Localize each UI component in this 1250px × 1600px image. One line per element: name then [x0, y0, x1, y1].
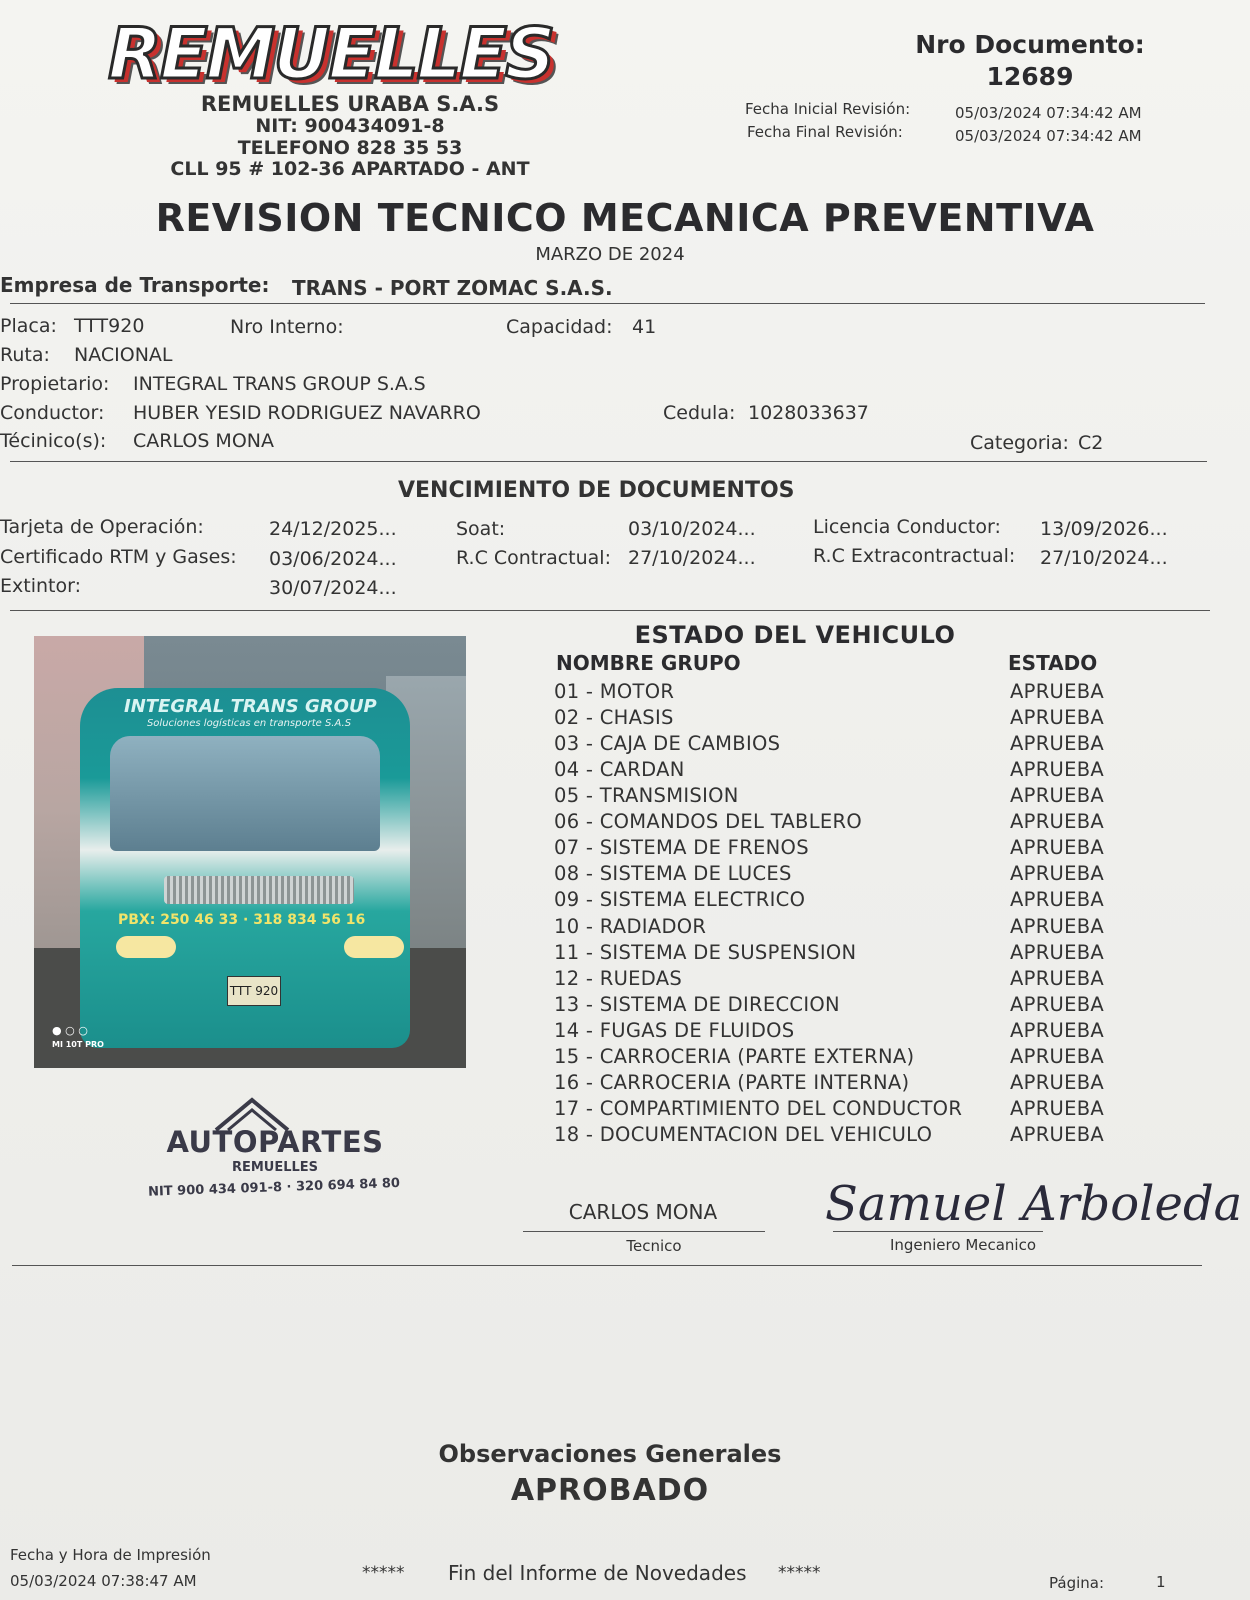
conductor-value: HUBER YESID RODRIGUEZ NAVARRO: [133, 402, 481, 424]
fecha-final-label: Fecha Final Revisión:: [747, 123, 903, 141]
rtm-label: Certificado RTM y Gases:: [0, 546, 237, 568]
extintor-label: Extintor:: [0, 575, 81, 597]
tarjeta-value: 24/12/2025...: [269, 518, 397, 540]
capacidad-label: Capacidad:: [506, 316, 613, 338]
company-address: CLL 95 # 102-36 APARTADO - ANT: [170, 158, 530, 180]
observaciones-value: APROBADO: [510, 1473, 710, 1508]
col-nombre-grupo: NOMBRE GRUPO: [556, 651, 741, 675]
estado-row-name: 13 - SISTEMA DE DIRECCION: [554, 992, 840, 1016]
doc-number-label: Nro Documento:: [915, 30, 1145, 59]
tecnico-role: Tecnico: [626, 1237, 682, 1255]
observaciones-title: Observaciones Generales: [438, 1440, 782, 1468]
print-date-value: 05/03/2024 07:38:47 AM: [10, 1572, 197, 1590]
estado-row-status: APRUEBA: [1010, 1070, 1105, 1094]
page-number: 1: [1156, 1573, 1166, 1591]
doc-number: 12689: [986, 62, 1074, 91]
estado-row-status: APRUEBA: [1010, 784, 1105, 808]
extintor-value: 30/07/2024...: [269, 577, 397, 599]
col-estado: ESTADO: [1008, 651, 1098, 675]
carousel-dots-icon: ● ○ ○: [52, 1024, 88, 1037]
estado-row-status: APRUEBA: [1010, 706, 1105, 729]
estado-row-name: 14 - FUGAS DE FLUIDOS: [554, 1018, 795, 1042]
photo-banner-sub: Soluciones logísticas en transporte S.A.S: [146, 718, 352, 729]
estado-row-name: 05 - TRANSMISION: [554, 784, 739, 808]
estado-row-status: APRUEBA: [1010, 914, 1105, 938]
estado-row-name: 06 - COMANDOS DEL TABLERO: [554, 810, 862, 834]
capacidad-value: 41: [632, 316, 657, 338]
photo-plate: TTT 920: [227, 976, 281, 1006]
estado-row-status: APRUEBA: [1010, 1018, 1105, 1042]
estado-row-name: 15 - CARROCERIA (PARTE EXTERNA): [554, 1044, 915, 1068]
end-stars-left: *****: [362, 1563, 405, 1583]
estado-row-name: 03 - CAJA DE CAMBIOS: [554, 732, 781, 756]
signature-line: [833, 1231, 1043, 1232]
rtm-value: 03/06/2024...: [269, 548, 397, 570]
stamp-nit: NIT 900 434 091-8 · 320 694 84 80: [147, 1175, 401, 1200]
vehicle-photo: [34, 636, 466, 1068]
estado-row-status: APRUEBA: [1010, 966, 1105, 990]
soat-value: 03/10/2024...: [628, 518, 756, 540]
fecha-inicial-label: Fecha Inicial Revisión:: [745, 100, 911, 118]
estado-row-status: APRUEBA: [1010, 992, 1105, 1016]
estado-row-status: APRUEBA: [1010, 1122, 1105, 1146]
propietario-value: INTEGRAL TRANS GROUP S.A.S: [133, 373, 426, 395]
estado-row-status: APRUEBA: [1010, 888, 1105, 912]
categoria-label: Categoria:: [970, 432, 1069, 454]
photo-phone: PBX: 250 46 33 · 318 834 56 16: [118, 912, 366, 928]
categoria-value: C2: [1078, 432, 1104, 454]
tecnico-signature-name: CARLOS MONA: [568, 1200, 718, 1224]
licencia-label: Licencia Conductor:: [813, 516, 1001, 538]
estado-row-status: APRUEBA: [1010, 1096, 1105, 1120]
empresa-value: TRANS - PORT ZOMAC S.A.S.: [292, 276, 613, 300]
fecha-final-value: 05/03/2024 07:34:42 AM: [955, 127, 1142, 145]
estado-row-name: 09 - SISTEMA ELECTRICO: [554, 888, 806, 912]
tarjeta-label: Tarjeta de Operación:: [0, 516, 204, 538]
company-phone: TELEFONO 828 35 53: [237, 137, 463, 159]
divider: [10, 610, 1210, 611]
estado-row-name: 04 - CARDAN: [554, 758, 685, 782]
estado-row-name: 02 - CHASIS: [554, 706, 674, 729]
ruta-value: NACIONAL: [74, 344, 173, 366]
stamp-title: AUTOPARTES: [166, 1125, 384, 1159]
estado-row-name: 10 - RADIADOR: [554, 914, 707, 938]
cedula-value: 1028033637: [748, 402, 869, 424]
company-nit: NIT: 900434091-8: [255, 115, 445, 137]
estado-row-name: 07 - SISTEMA DE FRENOS: [554, 836, 809, 860]
estado-row-status: APRUEBA: [1010, 940, 1105, 964]
end-stars-right: *****: [778, 1563, 821, 1583]
estado-row-name: 16 - CARROCERIA (PARTE INTERNA): [554, 1070, 910, 1094]
estado-row-name: 01 - MOTOR: [554, 680, 675, 703]
divider: [12, 1265, 1202, 1266]
licencia-value: 13/09/2026...: [1040, 518, 1168, 540]
stamp-subtitle: REMUELLES: [231, 1160, 319, 1175]
divider: [10, 461, 1207, 462]
ingeniero-signature: [825, 1168, 1243, 1238]
estado-row-status: APRUEBA: [1010, 758, 1105, 782]
rce-value: 27/10/2024...: [1040, 547, 1168, 569]
rc-label: R.C Contractual:: [456, 547, 611, 569]
estado-row-name: 17 - COMPARTIMIENTO DEL CONDUCTOR: [554, 1096, 963, 1120]
propietario-label: Propietario:: [0, 373, 110, 395]
ruta-label: Ruta:: [0, 344, 50, 366]
estado-row-status: APRUEBA: [1010, 1044, 1105, 1068]
fecha-inicial-value: 05/03/2024 07:34:42 AM: [955, 104, 1142, 122]
ingeniero-role: Ingeniero Mecanico: [889, 1236, 1037, 1254]
tecnico-value: CARLOS MONA: [133, 430, 274, 452]
signature-line: [523, 1231, 765, 1232]
empresa-label: Empresa de Transporte:: [0, 273, 270, 297]
vencimiento-title: VENCIMIENTO DE DOCUMENTOS: [398, 478, 795, 503]
estado-row-name: 08 - SISTEMA DE LUCES: [554, 862, 792, 886]
photo-banner: INTEGRAL TRANS GROUP: [124, 696, 377, 717]
company-name: REMUELLES URABA S.A.S: [200, 92, 500, 116]
estado-row-status: APRUEBA: [1010, 862, 1105, 886]
estado-row-status: APRUEBA: [1010, 680, 1105, 703]
conductor-label: Conductor:: [0, 402, 105, 424]
estado-row-name: 18 - DOCUMENTACION DEL VEHICULO: [554, 1122, 933, 1146]
rc-value: 27/10/2024...: [628, 547, 756, 569]
photo-camera-mark: MI 10T PRO: [52, 1040, 104, 1049]
soat-label: Soat:: [456, 518, 506, 540]
estado-row-name: 12 - RUEDAS: [554, 966, 683, 990]
estado-title: ESTADO DEL VEHICULO: [634, 621, 956, 649]
estado-row-name: 11 - SISTEMA DE SUSPENSION: [554, 940, 857, 964]
divider: [10, 303, 1205, 304]
page-label: Página:: [1049, 1574, 1105, 1592]
document-title: REVISION TECNICO MECANICA PREVENTIVA: [155, 196, 1095, 240]
svg-text:Samuel Arboleda: Samuel Arboleda: [825, 1176, 1243, 1232]
print-date-label: Fecha y Hora de Impresión: [10, 1546, 211, 1564]
tecnico-label: Técinico(s):: [0, 430, 107, 452]
placa-value: TTT920: [74, 315, 145, 337]
remuelles-logo: REMUELLES: [108, 13, 554, 95]
rce-label: R.C Extracontractual:: [813, 545, 1016, 567]
end-text: Fin del Informe de Novedades: [448, 1561, 747, 1585]
estado-row-status: APRUEBA: [1010, 810, 1105, 834]
estado-row-status: APRUEBA: [1010, 732, 1105, 756]
placa-label: Placa:: [0, 315, 57, 337]
document-subtitle: MARZO DE 2024: [535, 244, 685, 265]
interno-label: Nro Interno:: [230, 316, 344, 338]
estado-row-status: APRUEBA: [1010, 836, 1105, 860]
cedula-label: Cedula:: [663, 402, 736, 424]
